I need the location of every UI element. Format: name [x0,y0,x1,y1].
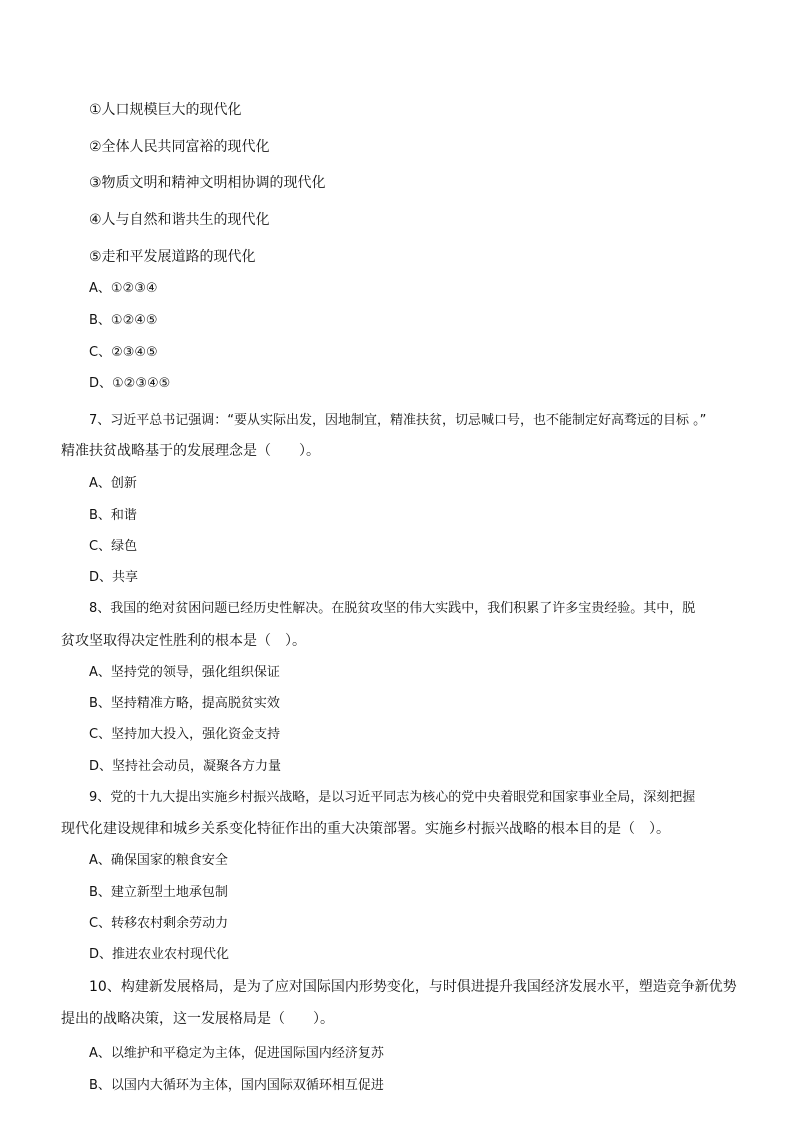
question-stem: 8、我国的绝对贫困问题已经历史性解决。在脱贫攻坚的伟大实践中，我们积累了许多宝贵经验。其中，脱 [89,601,696,616]
option-b: B、坚持精准方略，提高脱贫实效 [89,696,280,711]
list-item: ①人口规模巨大的现代化 [89,102,242,118]
option-b: B、①②④⑤ [89,313,158,328]
question-stem: 10、构建新发展格局，是为了应对国际国内形势变化，与时俱进提升我国经济发展水平，塑造竞争新优势 [89,979,737,995]
option-a: A、以维护和平稳定为主体，促进国际国内经济复苏 [89,1046,384,1061]
option-d: D、共享 [89,570,139,585]
question-stem: 9、党的十九大提出实施乡村振兴战略，是以习近平同志为核心的党中央着眼党和国家事业全局，深刻把握 [89,790,696,805]
list-item: ⑤走和平发展道路的现代化 [89,249,256,265]
option-c: C、绿色 [89,539,138,554]
option-b: B、建立新型土地承包制 [89,885,228,900]
question-stem: 提出的战略决策，这一发展格局是（ ）。 [61,1011,334,1027]
option-c: C、转移农村剩余劳动力 [89,916,229,931]
question-stem: 贫攻坚取得决定性胜利的根本是（ ）。 [61,633,306,649]
list-item: ④人与自然和谐共生的现代化 [89,212,270,228]
option-b: B、以国内大循环为主体，国内国际双循环相互促进 [89,1078,384,1093]
option-a: A、坚持党的领导，强化组织保证 [89,665,280,680]
option-d: D、坚持社会动员，凝聚各方力量 [89,759,282,774]
option-d: D、①②③④⑤ [89,376,171,391]
option-a: A、确保国家的粮食安全 [89,853,228,868]
option-d: D、推进农业农村现代化 [89,947,230,962]
list-item: ③物质文明和精神文明相协调的现代化 [89,175,326,191]
option-c: C、坚持加大投入，强化资金支持 [89,727,281,742]
option-c: C、②③④⑤ [89,345,158,360]
question-stem: 7、习近平总书记强调：“要从实际出发，因地制宜，精准扶贫，切忌喊口号，也不能制定好高骛远的目标 。” [89,413,707,428]
question-stem: 精准扶贫战略基于的发展理念是（ ）。 [61,443,320,459]
list-item: ②全体人民共同富裕的现代化 [89,139,270,155]
option-a: A、创新 [89,476,137,491]
option-a: A、①②③④ [89,281,158,296]
option-b: B、和谐 [89,508,137,523]
question-stem: 现代化建设规律和城乡关系变化特征作出的重大决策部署。实施乡村振兴战略的根本目的是（ ）。 [61,821,670,837]
